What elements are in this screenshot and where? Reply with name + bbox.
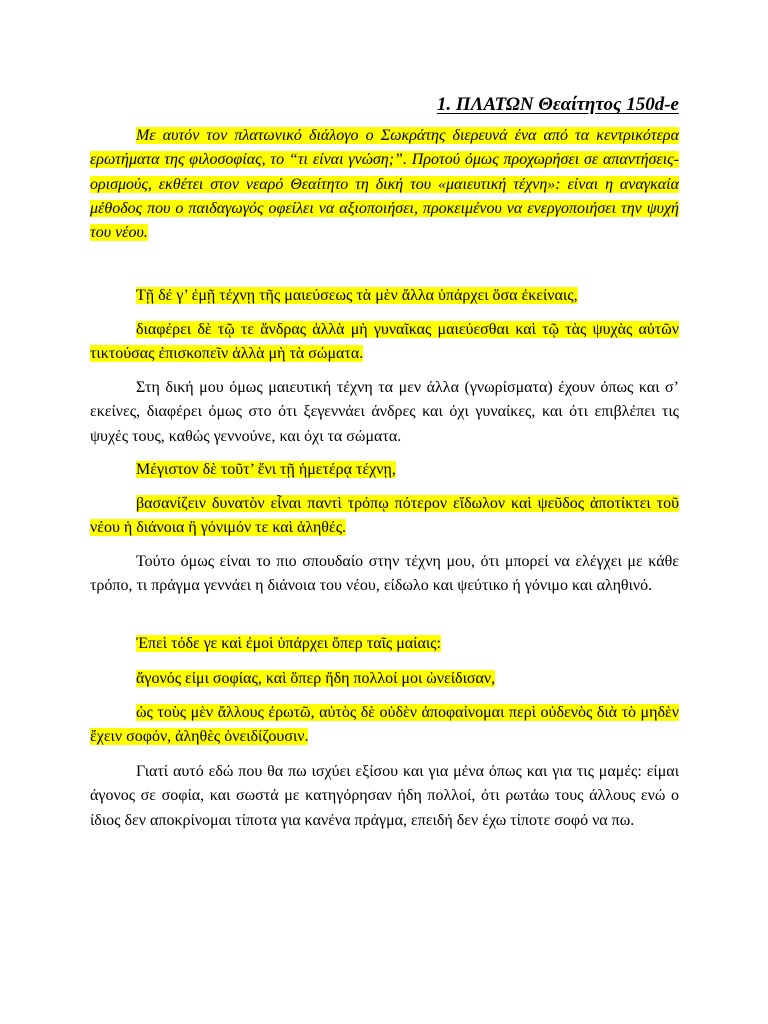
greek-passage-5 xyxy=(90,632,679,656)
greek-passage-2 xyxy=(90,318,679,367)
intro-paragraph xyxy=(90,124,679,245)
passage-text: ὡς τοὺς μὲν ἄλλους ἐρωτῶ, αὐτὸς δὲ οὐδὲν ἀποφαίνομαι περὶ οὐδενὸς διὰ τὸ μηδὲν ἔχειν σοφόν, ἀληθὲς ὀνειδίζουσιν. xyxy=(90,704,679,746)
passage-text: Γιατί αυτό εδώ που θα πω ισχύει εξίσου και για μένα όπως και για τις μαμές: είμαι άγονος σε σοφία, και σωστά με κατηγόρησαν ήδη πολλοί, ότι ρωτάω τους άλλους ενώ ο ίδιος δεν αποκρίνομαι τίποτα για κανένα πράγμα, επειδή δεν έχω τίποτε σοφό να πω. xyxy=(90,763,679,829)
translation-1 xyxy=(90,376,679,449)
greek-passage-6 xyxy=(90,667,679,691)
passage-text: διαφέρει δὲ τῷ τε ἄνδρας ἀλλὰ μὴ γυναῖκας μαιεύεσθαι καὶ τῷ τὰς ψυχὰς αὐτῶν τικτούσας ἐπισκοπεῖν ἀλλὰ μὴ τὰ σώματα. xyxy=(90,321,679,363)
translation-3 xyxy=(90,760,679,833)
translation-2 xyxy=(90,550,679,599)
passage-text: Στη δική μου όμως μαιευτική τέχνη τα μεν άλλα (γνωρίσματα) έχουν όπως και σ’ εκείνες, διαφέρει όμως στο ότι ξεγεννάει άνδρες και όχι γυναίκες, και ότι επιβλέπει τις ψυχές τους, καθώς γεννούνε, και όχι τα σώματα. xyxy=(90,379,679,445)
passage-text: Τούτο όμως είναι το πιο σπουδαίο στην τέχνη μου, ότι μπορεί να ελέγχει με κάθε τρόπο, τι πράγμα γεννάει η διάνοια του νέου, είδωλο και ψεύτικο ή γόνιμο και αληθινό. xyxy=(90,553,679,595)
greek-passage-3 xyxy=(90,458,679,482)
greek-passage-7 xyxy=(90,701,679,750)
passage-text: Μέγιστον δὲ τοῦτ’ ἔνι τῇ ἡμετέρᾳ τέχνῃ, xyxy=(136,461,396,478)
greek-passage-4 xyxy=(90,492,679,541)
intro-text: Με αυτόν τον πλατωνικό διάλογο ο Σωκράτης διερευνά ένα από τα κεντρικότερα ερωτήματα της φιλοσοφίας, το “τι είναι γνώση;”. Προτού όμως προχωρήσει σε απαντήσεις-ορισμούς, εκθέτει στον νεαρό Θεαίτητο τη δική του «μαιευτική τέχνη»: είναι η αναγκαία μέθοδος που ο παιδαγωγός οφείλει να αξιοποιήσει, προκειμένου να ενεργοποιήσει την ψυχή του νέου. xyxy=(90,127,679,242)
passage-text: Ἐπεὶ τόδε γε καὶ ἐμοὶ ὑπάρχει ὅπερ ταῖς μαίαις: xyxy=(136,635,441,652)
greek-passage-1 xyxy=(90,284,679,308)
passage-text: Τῇ δέ γ’ ἐμῇ τέχνῃ τῆς μαιεύσεως τὰ μὲν ἄλλα ὑπάρχει ὅσα ἐκείναις, xyxy=(136,287,578,304)
document-title: 1. ΠΛΑΤΩΝ Θεαίτητος 150d-e xyxy=(436,94,679,115)
passage-text: ἄγονός εἰμι σοφίας, καὶ ὅπερ ἤδη πολλοί μοι ὠνείδισαν, xyxy=(136,670,496,687)
passage-text: βασανίζειν δυνατὸν εἶναι παντὶ τρόπῳ πότερον εἴδωλον καὶ ψεῦδος ἀποτίκτει τοῦ νέου ἡ διάνοια ἢ γόνιμόν τε καὶ ἀληθές. xyxy=(90,495,679,537)
